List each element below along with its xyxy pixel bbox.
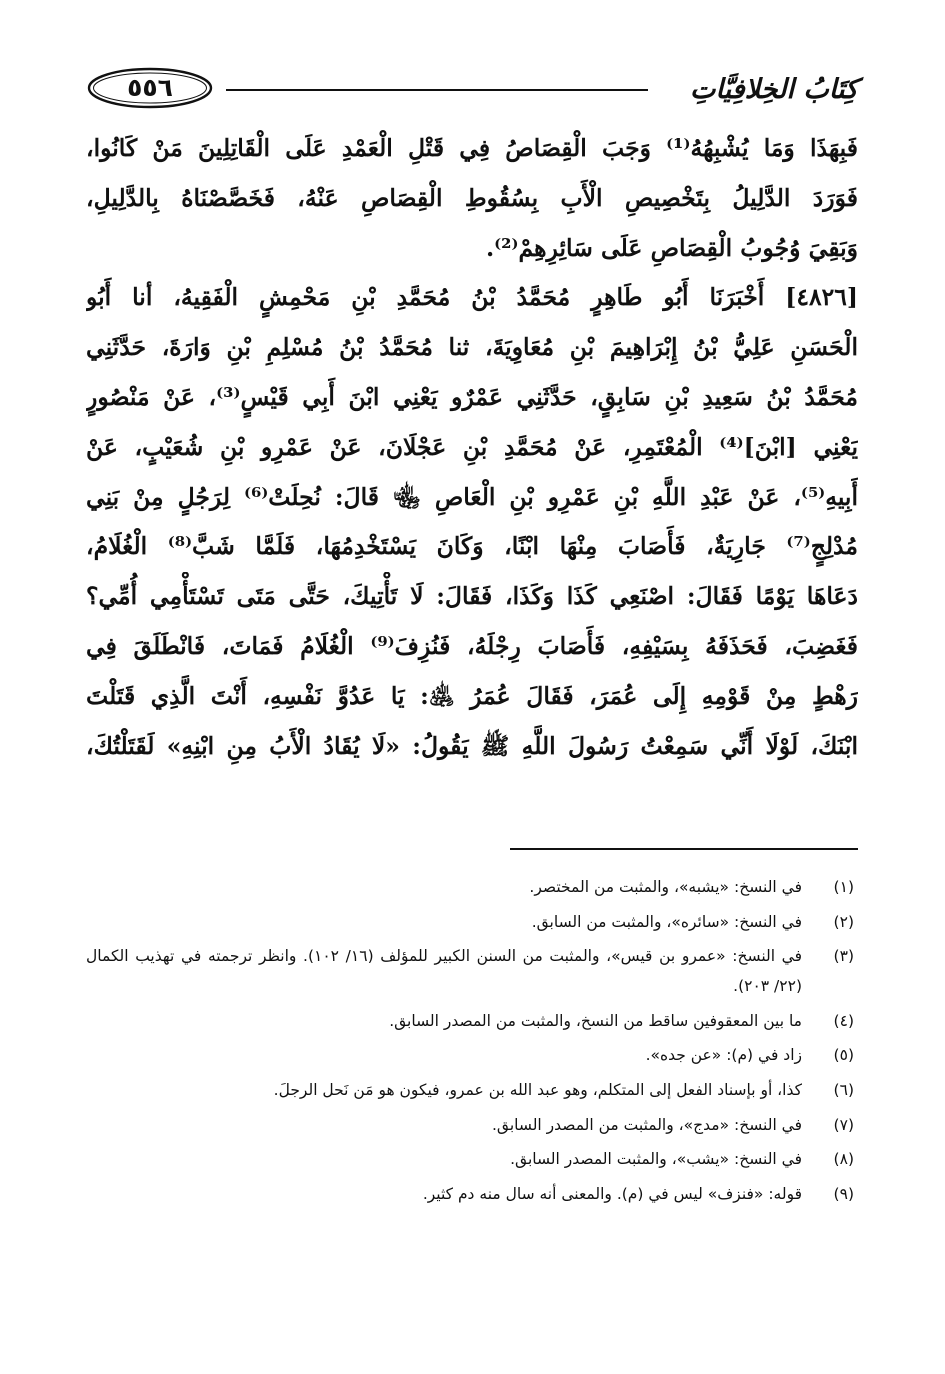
footnote xyxy=(86,1144,858,1174)
hadith-number-line: [٤٨٢٦] أَخْبَرَنَا أَبُو طَاهِرٍ مُحَمَّدُ بْنُ مُحَمَّدِ بْنِ مَحْمِشٍ الْفَقِيهُ، أنا أَبُو xyxy=(86,283,858,312)
footnote-text: في النسخ: «مدج»، والمثبت من المصدر السابق. xyxy=(491,1115,802,1134)
footnote xyxy=(86,941,858,1001)
text-line: ابْنَكَ، لَوْلَا أَنِّي سَمِعْتُ رَسُولَ اللَّهِ ﷺ يَقُولُ: «لَا يُقَادُ الْأَبُ مِنِ ابْنِهِ» لَقَتَلْتُكَ، xyxy=(86,731,858,760)
text-line: دَعَاهَا يَوْمًا فَقَالَ: اصْنَعِي كَذَا وَكَذَا، فَقَالَ: لَا تَأْتِيكَ، حَتَّى مَتَى تَسْتَأْمِي أُمِّي؟ xyxy=(86,582,858,611)
footnote xyxy=(86,1110,858,1140)
text-line: فَغَضِبَ، فَحَذَفَهُ بِسَيْفِهِ، فَأَصَابَ رِجْلَهُ، فَنُزِفَ⁽⁹⁾ الْغُلَامُ فَمَاتَ، فَانْطَلَقَ فِي xyxy=(86,631,858,660)
text-line: فَوَرَدَ الدَّلِيلُ بِتَخْصِيصِ الْأَبِ بِسُقُوطِ الْقِصَاصِ عَنْهُ، فَخَصَّصْنَاهُ بِالدَّلِيلِ، xyxy=(86,183,858,212)
header-rule xyxy=(226,89,648,91)
footnote-text: زاد في (م): «عن جده». xyxy=(645,1046,802,1065)
footnote-text: ما بين المعقوفين ساقط من النسخ، والمثبت من المصدر السابق. xyxy=(389,1011,802,1030)
footnote-separator xyxy=(510,848,858,850)
page-header xyxy=(86,62,858,118)
footnote-text: في النسخ: «يشبه»، والمثبت من المختصر. xyxy=(529,878,802,896)
text-line: فَبِهَذَا وَمَا يُشْبِهُهُ⁽¹⁾ وَجَبَ الْقِصَاصُ فِي قَتْلِ الْعَمْدِ عَلَى الْقَاتِلِينَ مَنْ كَانُوا، xyxy=(86,134,858,162)
footnote xyxy=(86,907,858,937)
footnote xyxy=(86,1040,858,1070)
footnote-text: كذا، أو بإسناد الفعل إلى المتكلم، وهو عبد الله بن عمرو، فيكون هو مَن نَحل الرجلَ. xyxy=(273,1080,802,1099)
text-line: الْحَسَنِ عَلِيُّ بْنُ إِبْرَاهِيمَ بْنِ مُعَاوِيَةَ، ثنا مُحَمَّدُ بْنُ مُسْلِمِ بْنِ وَارَةَ، حَدَّثَنِي xyxy=(86,333,858,362)
text-line: أَبِيهِ⁽⁵⁾، عَنْ عَبْدِ اللَّهِ بْنِ عَمْرِو بْنِ الْعَاصِ ﵄ قَالَ: نُحِلَتْ⁽⁶⁾ لِرَجُلٍ مِنْ بَنِي xyxy=(86,482,858,511)
footnote xyxy=(86,1179,858,1209)
footnote-number: (٣) xyxy=(833,947,854,966)
footnote-number: (١) xyxy=(833,878,854,896)
text-line: يَعْنِي [ابْنَ]⁽⁴⁾ الْمُعْتَمِرِ، عَنْ مُحَمَّدِ بْنِ عَجْلَانَ، عَنْ عَمْرِو بْنِ شُعَيْبٍ، عَنْ xyxy=(86,432,858,461)
footnote-number: (٧) xyxy=(833,1115,854,1134)
footnote-number: (٩) xyxy=(833,1184,854,1203)
footnote-text: في النسخ: «عمرو بن قيس»، والمثبت من السنن الكبير للمؤلف (١٦/ ١٠٢). وانظر ترجمته في تهذيب الكمال (٢٢/ ٢٠٣). xyxy=(86,947,803,996)
text-line: مُحَمَّدُ بْنُ سَعِيدِ بْنِ سَابِقٍ، حَدَّثَنِي عَمْرٌو يَعْنِي ابْنَ أَبِي قَيْسٍ⁽³⁾، عَنْ مَنْصُورٍ xyxy=(86,382,858,411)
footnote-number: (٦) xyxy=(833,1080,854,1099)
footnote-number: (٤) xyxy=(833,1011,854,1030)
page-number-badge xyxy=(86,66,214,110)
page-number: ٥٥٦ xyxy=(127,73,173,102)
footnote-text: في النسخ: «يشب»، والمثبت المصدر السابق. xyxy=(510,1150,802,1169)
text-line: وَبَقِيَ وُجُوبُ الْقِصَاصِ عَلَى سَائِرِهِمْ⁽²⁾. xyxy=(485,233,858,262)
footnote xyxy=(86,1006,858,1036)
footnote-number: (٢) xyxy=(833,912,854,931)
footnote-text: قوله: «فنزف» ليس في (م). والمعنى أنه سال منه دم كثير. xyxy=(422,1184,802,1203)
footnotes xyxy=(86,872,858,1213)
footnote-number: (٨) xyxy=(833,1150,854,1169)
footnote-text: في النسخ: «سائره»، والمثبت من السابق. xyxy=(531,912,802,931)
book-title: كِتَابُ الخِلافِيَّاتِ xyxy=(689,74,858,105)
text-line: مُدْلِجٍ⁽⁷⁾ جَارِيَةٌ، فَأَصَابَ مِنْهَا ابْنًا، وَكَانَ يَسْتَخْدِمُهَا، فَلَمَّا شَبَّ⁽⁸⁾ الْغُلَامُ، xyxy=(86,532,858,561)
main-text xyxy=(86,124,858,771)
footnote-number: (٥) xyxy=(833,1046,854,1065)
footnote xyxy=(86,872,858,902)
text-line: رَهْطٍ مِنْ قَوْمِهِ إِلَى عُمَرَ، فَقَالَ عُمَرُ ﵁: يَا عَدُوَّ نَفْسِهِ، أَنْتَ الَّذِي قَتَلْتَ xyxy=(86,681,858,710)
footnote xyxy=(86,1075,858,1105)
